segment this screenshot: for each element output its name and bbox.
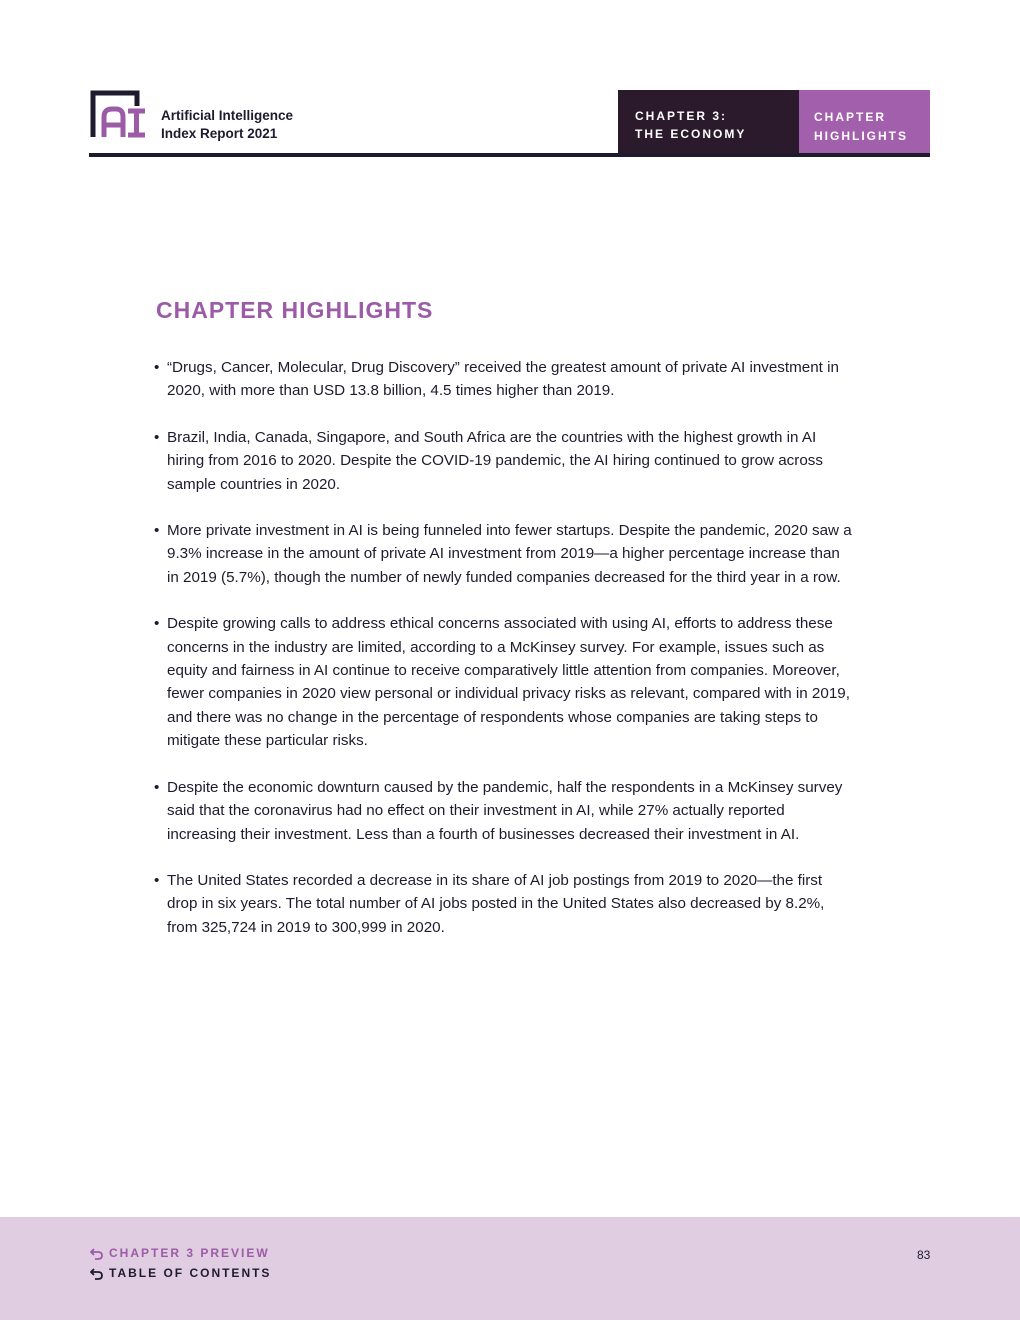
- list-item: • Despite growing calls to address ethical concerns associated with using AI, efforts to address these concerns in the industry are limited, according to a McKinsey survey. For example, issues such as equity and fairness in AI continue to receive comparatively little attention from companies. Moreover, fewer companies in 2020 view personal or individual privacy risks as relevant, compared with in 2019, and there was no change in the percentage of respondents whose companies are taking steps to mitigate these particular risks.: [154, 612, 854, 752]
- tab-highlights-line2: HIGHLIGHTS: [814, 129, 908, 143]
- table-of-contents-link[interactable]: [90, 1266, 271, 1280]
- page-number: 83: [917, 1248, 931, 1262]
- chapter-preview-label: CHAPTER 3 PREVIEW: [109, 1246, 270, 1260]
- tab-chapter-economy[interactable]: [618, 90, 799, 153]
- return-arrow-icon: [90, 1247, 103, 1260]
- tab-chapter-highlights[interactable]: [799, 90, 930, 153]
- tab-highlights-line1: CHAPTER: [814, 110, 887, 124]
- logo-text: AI: [90, 90, 91, 91]
- report-title-line2: Index Report 2021: [161, 126, 278, 141]
- return-arrow-icon: [90, 1267, 103, 1280]
- list-item: • “Drugs, Cancer, Molecular, Drug Discovery” received the greatest amount of private AI investment in 2020, with more than USD 13.8 billion, 4.5 times higher than 2019.: [154, 356, 854, 403]
- highlights-list: [154, 356, 854, 962]
- ai-logo: [90, 90, 146, 140]
- tab-chapter-line1: CHAPTER 3:: [635, 109, 728, 123]
- list-item: • Brazil, India, Canada, Singapore, and South Africa are the countries with the highest growth in AI hiring from 2016 to 2020. Despite the COVID-19 pandemic, the AI hiring continued to grow across sample countries in 2020.: [154, 426, 854, 496]
- list-item: • The United States recorded a decrease in its share of AI job postings from 2019 to 2020—the first drop in six years. The total number of AI jobs posted in the United States also decreased by 8.2%, from 325,724 in 2019 to 300,999 in 2020.: [154, 869, 854, 939]
- table-of-contents-label: TABLE OF CONTENTS: [109, 1266, 272, 1280]
- ai-logo-icon: [90, 90, 146, 140]
- list-item: • More private investment in AI is being funneled into fewer startups. Despite the pandemic, 2020 saw a 9.3% increase in the amount of private AI investment from 2019—a higher percentage increase than in 2019 (5.7%), though the number of newly funded companies decreased for the third year in a row.: [154, 519, 854, 589]
- page-title: CHAPTER HIGHLIGHTS: [156, 297, 434, 323]
- header-divider: [89, 153, 930, 157]
- report-title-line1: Artificial Intelligence: [161, 108, 294, 123]
- chapter-preview-link[interactable]: [90, 1246, 270, 1260]
- list-item: • Despite the economic downturn caused by the pandemic, half the respondents in a McKinsey survey said that the coronavirus had no effect on their investment in AI, while 27% actually reported increasing their investment. Less than a fourth of businesses decreased their investment in AI.: [154, 776, 854, 846]
- tab-chapter-line2: THE ECONOMY: [635, 127, 747, 141]
- report-title[interactable]: [161, 107, 293, 143]
